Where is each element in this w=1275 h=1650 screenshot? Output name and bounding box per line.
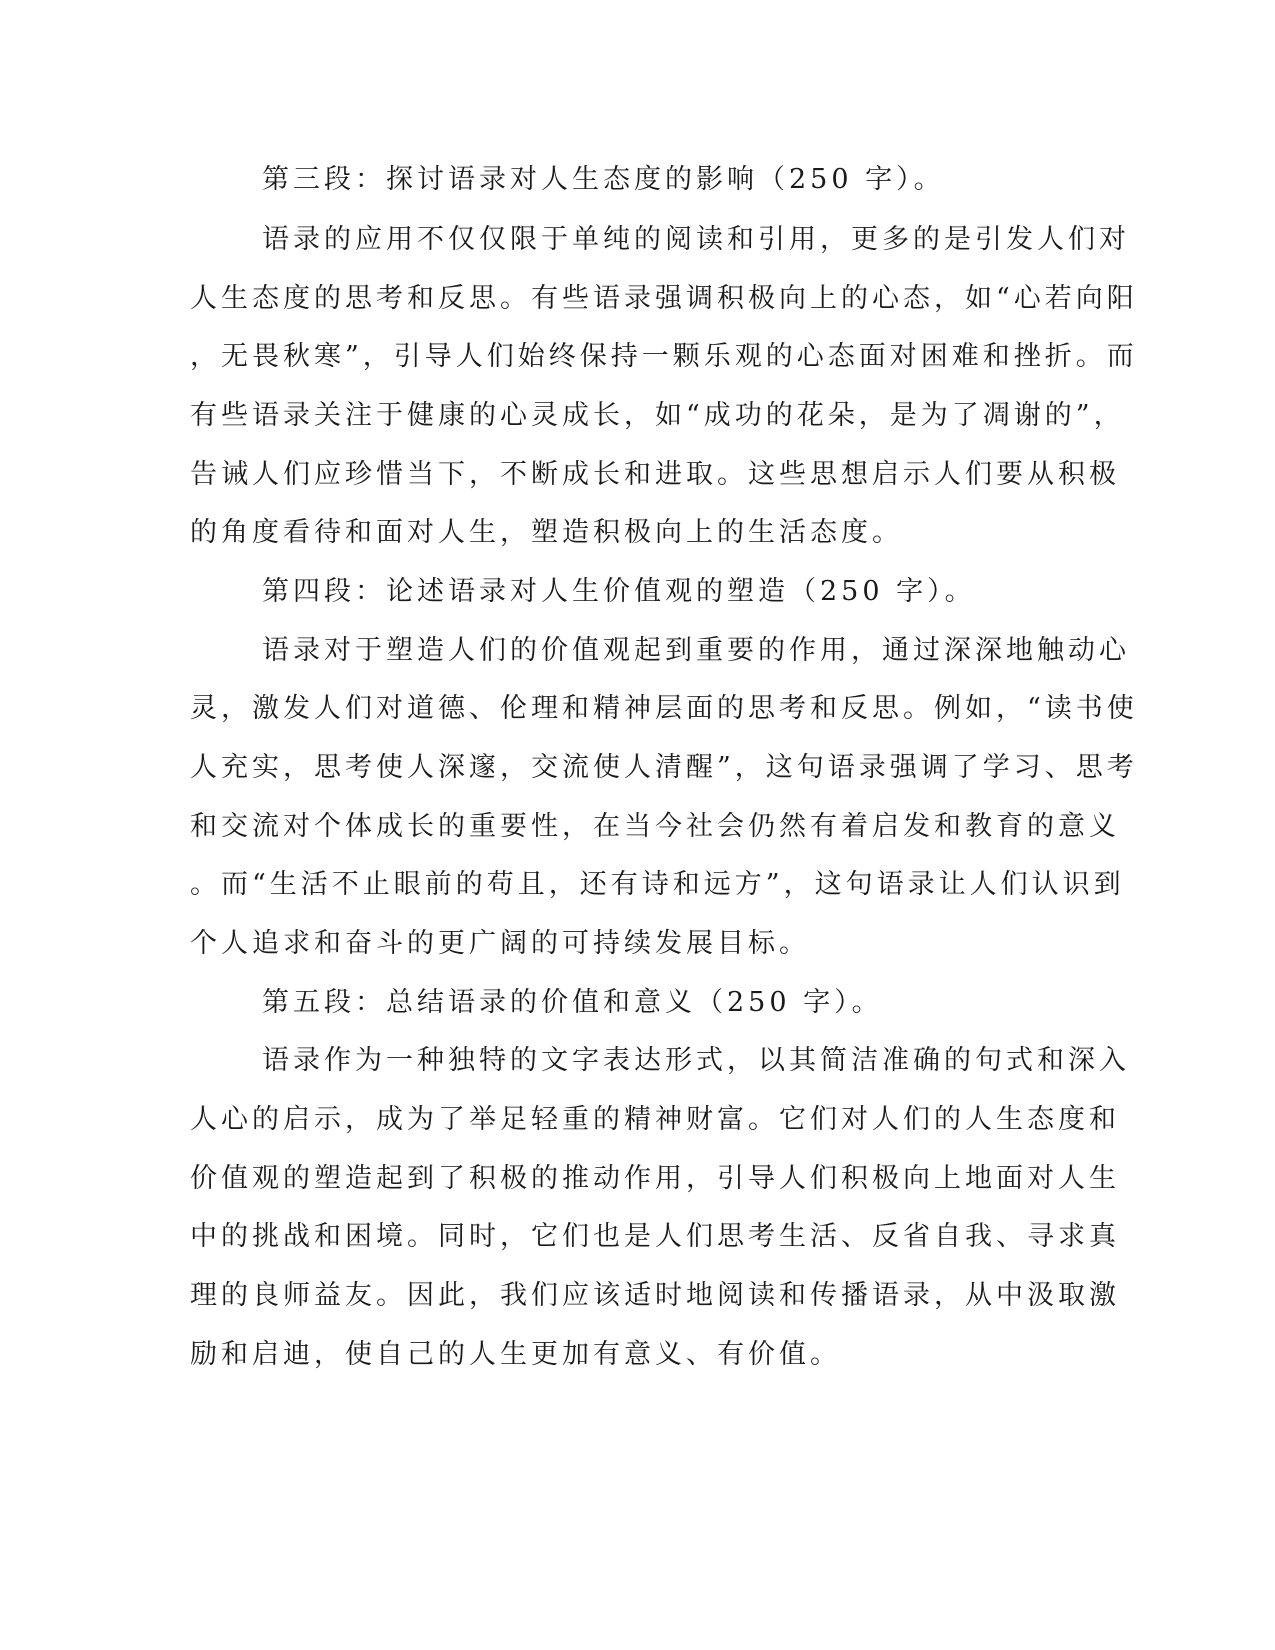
- paragraph-line: 个人追求和奋斗的更广阔的可持续发展目标。: [190, 928, 810, 959]
- paragraph-line: 的角度看待和面对人生，塑造积极向上的生活态度。: [190, 517, 903, 548]
- paragraph-line: 语录作为一种独特的文字表达形式，以其简洁准确的句式和深入: [262, 1045, 1130, 1076]
- section-heading-4: 第四段：论述语录对人生价值观的塑造（250 字）。: [262, 576, 976, 607]
- paragraph-line: 。而“生活不止眼前的苟且，还有诗和远方”，这句语录让人们认识到: [190, 869, 1125, 900]
- paragraph-line: 人充实，思考使人深邃，交流使人清醒”，这句语录强调了学习、思考: [190, 752, 1138, 783]
- paragraph-line: 和交流对个体成长的重要性，在当今社会仍然有着启发和教育的意义: [190, 811, 1120, 842]
- paragraph-line: 人生态度的思考和反思。有些语录强调积极向上的心态，如“心若向阳: [190, 283, 1138, 314]
- paragraph-line: 灵，激发人们对道德、伦理和精神层面的思考和反思。例如，“读书使: [190, 693, 1138, 724]
- paragraph-line: 语录的应用不仅仅限于单纯的阅读和引用，更多的是引发人们对: [262, 224, 1130, 255]
- paragraph-line: 语录对于塑造人们的价值观起到重要的作用，通过深深地触动心: [262, 635, 1130, 666]
- paragraph-line: ，无畏秋寒”，引导人们始终保持一颗乐观的心态面对困难和挫折。而: [190, 341, 1138, 372]
- paragraph-line: 有些语录关注于健康的心灵成长，如“成功的花朵，是为了凋谢的”，: [190, 400, 1125, 431]
- paragraph-line: 励和启迪，使自己的人生更加有意义、有价值。: [190, 1339, 841, 1370]
- paragraph-line: 价值观的塑造起到了积极的推动作用，引导人们积极向上地面对人生: [190, 1163, 1120, 1194]
- paragraph-line: 告诫人们应珍惜当下，不断成长和进取。这些思想启示人们要从积极: [190, 459, 1120, 490]
- paragraph-line: 理的良师益友。因此，我们应该适时地阅读和传播语录，从中汲取激: [190, 1280, 1120, 1311]
- section-heading-3: 第三段：探讨语录对人生态度的影响（250 字）。: [262, 164, 945, 195]
- paragraph-line: 中的挑战和困境。同时，它们也是人们思考生活、反省自我、寻求真: [190, 1221, 1120, 1252]
- paragraph-line: 人心的启示，成为了举足轻重的精神财富。它们对人们的人生态度和: [190, 1104, 1120, 1135]
- section-heading-5: 第五段：总结语录的价值和意义（250 字）。: [262, 987, 883, 1018]
